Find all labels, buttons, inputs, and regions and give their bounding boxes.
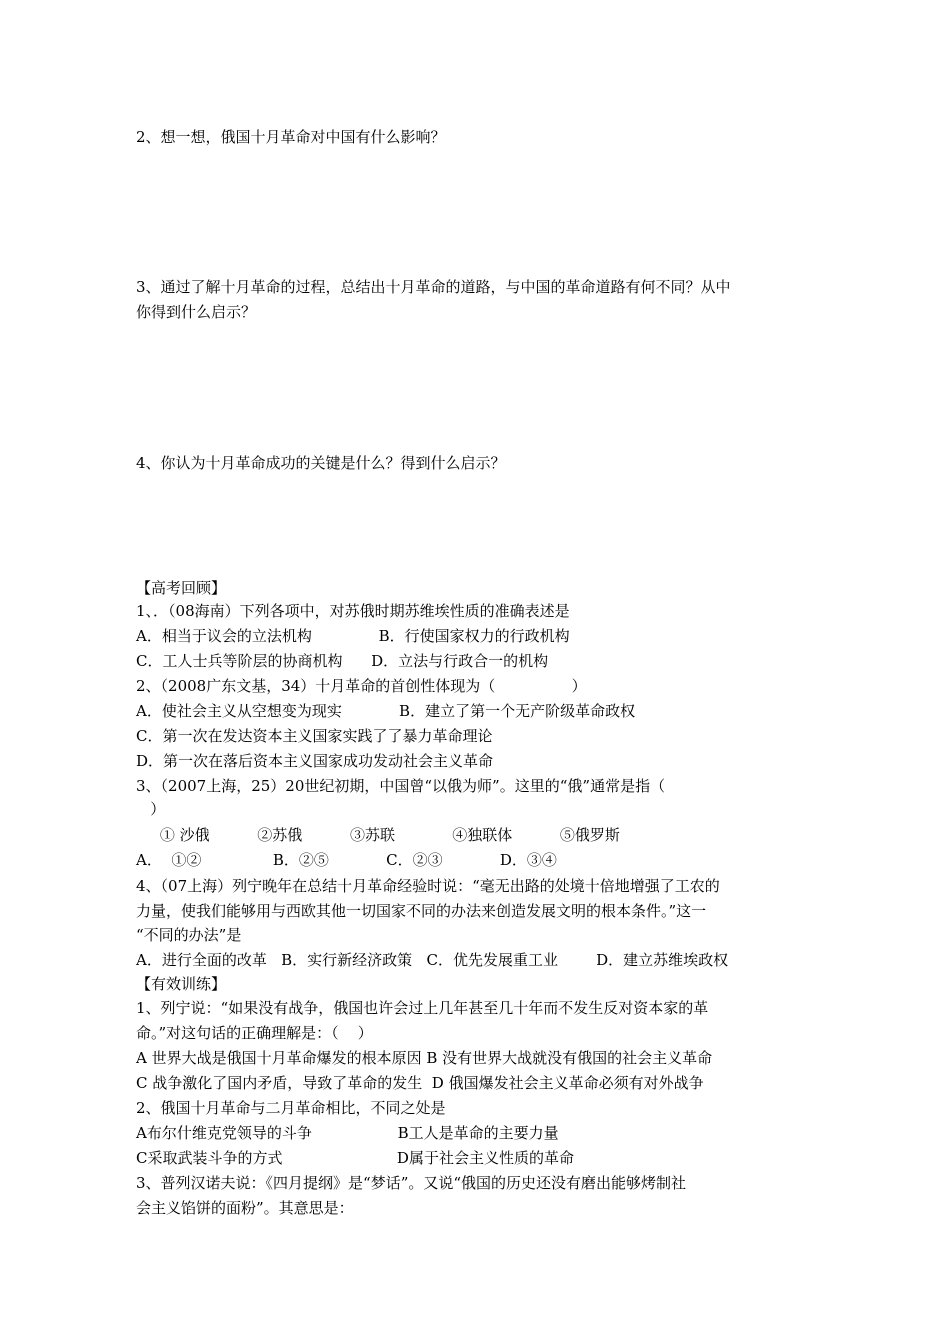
training-line: C采取武装斗争的方式 D属于社会主义性质的革命 <box>136 1149 574 1167</box>
question-revolution-path-line1: 3、通过了解十月革命的过程，总结出十月革命的道路，与中国的革命道路有何不同？从中 <box>136 278 731 296</box>
gaokao-line: A． ①② B．②⑤ C．②③ D．③④ <box>136 851 557 869</box>
training-line: 会主义馅饼的面粉”。其意思是： <box>136 1199 354 1217</box>
question-influence-on-china: 2、想一想，俄国十月革命对中国有什么影响？ <box>136 128 446 146</box>
question-revolution-path-line2: 你得到什么启示？ <box>136 303 257 321</box>
training-line: 3、普列汉诺夫说：《四月提纲》是“梦话”。又说“俄国的历史还没有磨出能够烤制社 <box>136 1174 687 1192</box>
gaokao-line: A．进行全面的改革 B．实行新经济政策 C．优先发展重工业 D．建立苏维埃政权 <box>136 951 729 969</box>
training-heading: 【有效训练】 <box>136 975 227 993</box>
training-line: C 战争激化了国内矛盾，导致了革命的发生 D 俄国爆发社会主义革命必须有对外战争 <box>136 1074 704 1092</box>
gaokao-heading: 【高考回顾】 <box>136 579 227 597</box>
gaokao-line: A．使社会主义从空想变为现实 B．建立了第一个无产阶级革命政权 <box>136 702 636 720</box>
training-line: A布尔什维克党领导的斗争 B工人是革命的主要力量 <box>136 1124 559 1142</box>
question-key-to-success: 4、你认为十月革命成功的关键是什么？得到什么启示？ <box>136 454 506 472</box>
gaokao-line: ① 沙俄 ②苏俄 ③苏联 ④独联体 ⑤俄罗斯 <box>136 826 620 844</box>
training-line: 1、列宁说：“如果没有战争，俄国也许会过上几年甚至几十年而不发生反对资本家的革 <box>136 999 709 1017</box>
gaokao-line: 3、（2007上海，25）20世纪初期，中国曾“以俄为师”。这里的“俄”通常是指（ <box>136 777 666 795</box>
gaokao-line: 1、．（08海南）下列各项中，对苏俄时期苏维埃性质的准确表述是 <box>136 602 570 620</box>
gaokao-line: C．第一次在发达资本主义国家实践了了暴力革命理论 <box>136 727 493 745</box>
training-line: 2、俄国十月革命与二月革命相比，不同之处是 <box>136 1099 446 1117</box>
gaokao-line: A．相当于议会的立法机构 B．行使国家权力的行政机构 <box>136 627 570 645</box>
gaokao-line: D．第一次在落后资本主义国家成功发动社会主义革命 <box>136 752 494 770</box>
gaokao-line: C．工人士兵等阶层的协商机构 D．立法与行政合一的机构 <box>136 652 549 670</box>
gaokao-line: 4、（07上海）列宁晚年在总结十月革命经验时说：“毫无出路的处境十倍地增强了工农的 <box>136 877 720 895</box>
training-line: 命。”对这句话的正确理解是：（ ） <box>136 1024 373 1042</box>
training-line: A 世界大战是俄国十月革命爆发的根本原因 B 没有世界大战就没有俄国的社会主义革命 <box>136 1049 713 1067</box>
gaokao-line: 力量，使我们能够用与西欧其他一切国家不同的办法来创造发展文明的根本条件。”这一 <box>136 902 707 920</box>
gaokao-line: “不同的办法”是 <box>136 926 242 944</box>
gaokao-line: 2、（2008广东文基，34）十月革命的首创性体现为（ ） <box>136 677 587 695</box>
gaokao-line: ） <box>136 800 166 818</box>
